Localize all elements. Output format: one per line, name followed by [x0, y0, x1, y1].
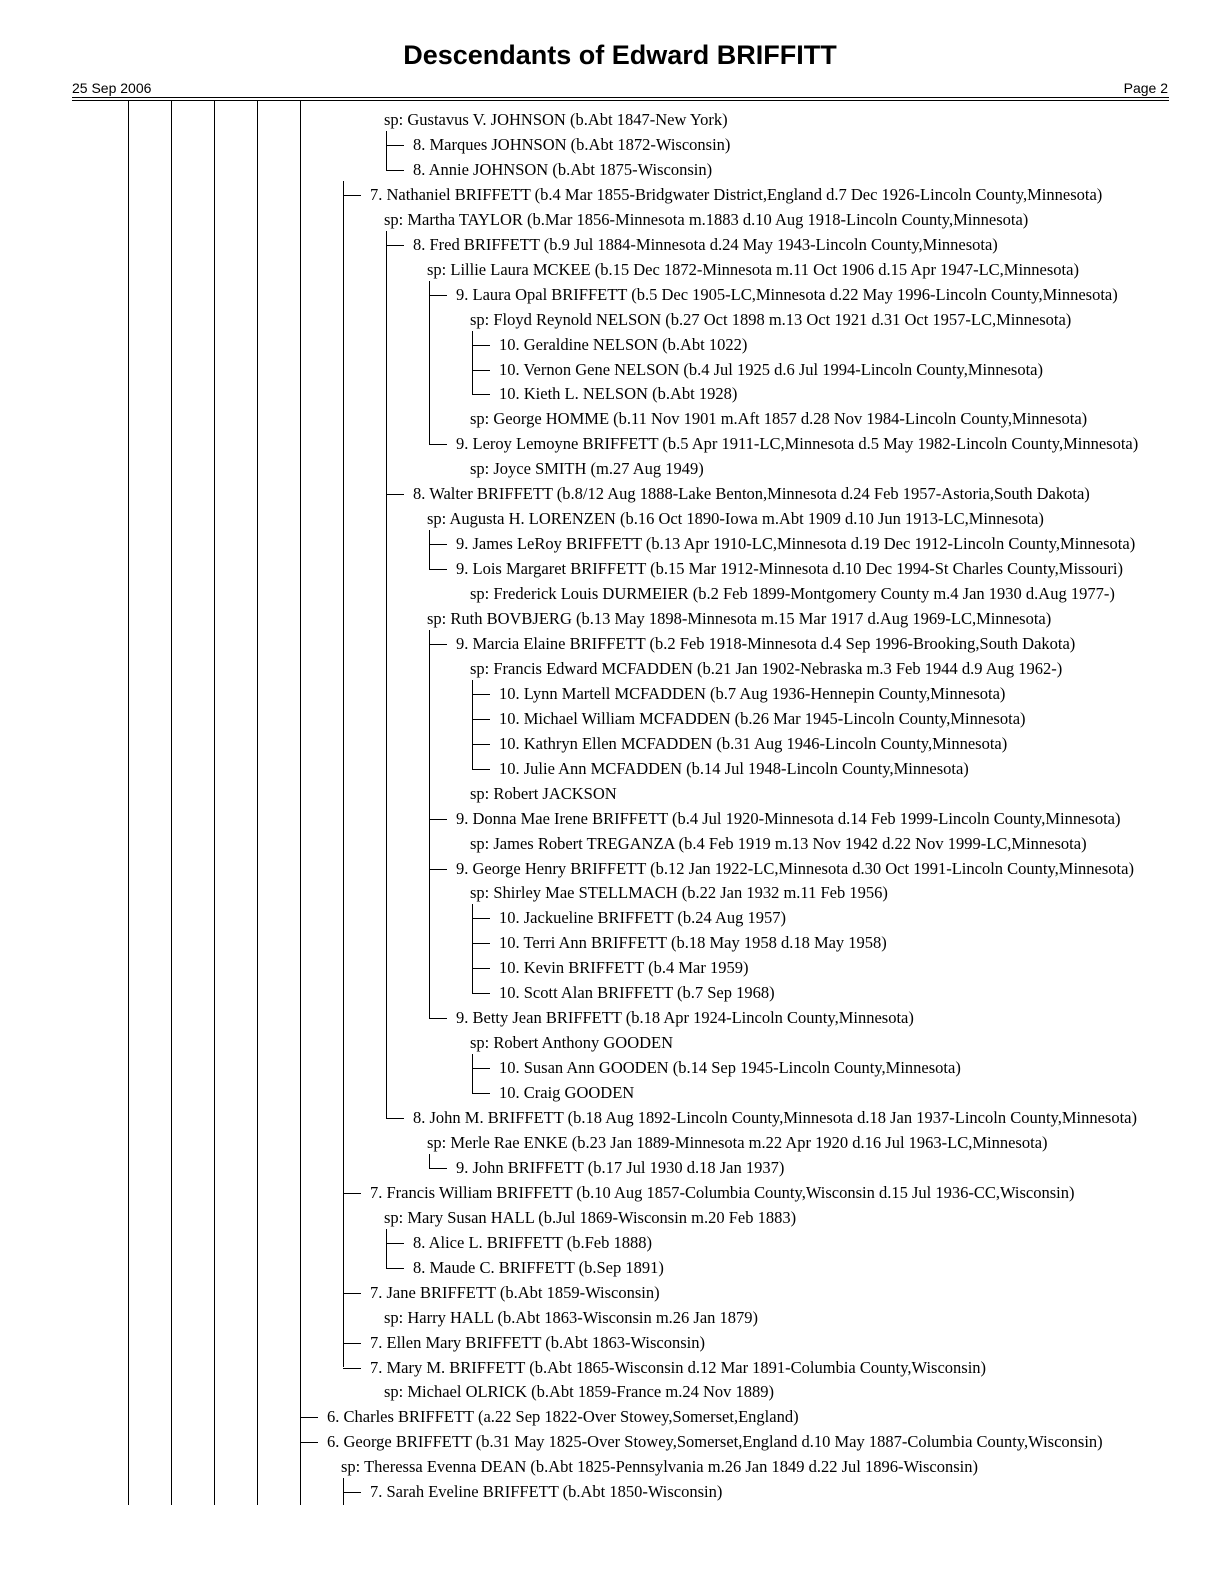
- descendant-entry: 8. Alice L. BRIFFETT (b.Feb 1888): [413, 1232, 652, 1252]
- tree-branch: [300, 1417, 318, 1418]
- tree-branch: [472, 394, 490, 395]
- tree-branch: [472, 918, 490, 919]
- spouse-entry: sp: Mary Susan HALL (b.Jul 1869-Wisconsin m.20 Feb 1883): [384, 1207, 797, 1227]
- tree-branch: [472, 694, 490, 695]
- tree-branch: [472, 345, 490, 346]
- spouse-entry: sp: Gustavus V. JOHNSON (b.Abt 1847-New York): [384, 110, 728, 129]
- tree-branch: [386, 1243, 404, 1244]
- tree-branch: [472, 1093, 490, 1094]
- descendant-entry: 10. Vernon Gene NELSON (b.4 Jul 1925 d.6 Jul 1994-Lincoln County,Minnesota): [499, 359, 1043, 379]
- descendant-entry: 6. Charles BRIFFETT (a.22 Sep 1822-Over Stowey,Somerset,England): [327, 1407, 799, 1427]
- descendant-entry: 10. Lynn Martell MCFADDEN (b.7 Aug 1936-Hennepin County,Minnesota): [499, 683, 1006, 703]
- tree-connector-level-10: [472, 1054, 473, 1093]
- tree-branch: [343, 1492, 361, 1493]
- spouse-entry: sp: Robert JACKSON: [470, 783, 617, 803]
- descendant-entry: 9. Lois Margaret BRIFFETT (b.15 Mar 1912-Minnesota d.10 Dec 1994-St Charles County,Missouri): [456, 559, 1123, 579]
- tree-branch: [300, 1442, 318, 1443]
- header-rule-bottom: [72, 100, 1169, 101]
- spouse-entry: sp: James Robert TREGANZA (b.4 Feb 1919 m.13 Nov 1942 d.22 Nov 1999-LC,Minnesota): [470, 833, 1087, 853]
- report-title: Descendants of Edward BRIFFITT: [403, 40, 837, 70]
- tree-branch: [472, 943, 490, 944]
- tree-branch: [472, 1068, 490, 1069]
- tree-branch: [472, 370, 490, 371]
- tree-connector-level-8: [386, 1229, 387, 1268]
- tree-branch: [386, 170, 404, 171]
- tree-branch: [429, 544, 447, 545]
- spouse-entry: sp: Frederick Louis DURMEIER (b.2 Feb 1899-Montgomery County m.4 Jan 1930 d.Aug 1977-): [470, 584, 1115, 604]
- tree-branch: [429, 444, 447, 445]
- descendant-entry: 10. Kathryn Ellen MCFADDEN (b.31 Aug 1946-Lincoln County,Minnesota): [499, 733, 1008, 753]
- spouse-entry: sp: George HOMME (b.11 Nov 1901 m.Aft 1857 d.28 Nov 1984-Lincoln County,Minnesota): [470, 409, 1088, 429]
- tree-branch: [429, 1018, 447, 1019]
- tree-line-level-2: [128, 100, 129, 1505]
- descendant-entry: 9. Leroy Lemoyne BRIFFETT (b.5 Apr 1911-LC,Minnesota d.5 May 1982-Lincoln County,Minnesota): [456, 434, 1139, 454]
- tree-branch: [472, 968, 490, 969]
- descendant-entry: 6. George BRIFFETT (b.31 May 1825-Over Stowey,Somerset,England d.10 May 1887-Columbia County,Wisconsin): [327, 1432, 1103, 1452]
- descendant-entry: 10. Susan Ann GOODEN (b.14 Sep 1945-Lincoln County,Minnesota): [499, 1058, 961, 1078]
- spouse-entry: sp: Harry HALL (b.Abt 1863-Wisconsin m.26 Jan 1879): [384, 1307, 759, 1327]
- tree-connector-level-9: [429, 530, 430, 569]
- descendant-entry: 9. George Henry BRIFFETT (b.12 Jan 1922-LC,Minnesota d.30 Oct 1991-Lincoln County,Minnesota): [456, 858, 1134, 878]
- tree-line-level-7-continue: [343, 1492, 344, 1505]
- descendant-entry: 9. James LeRoy BRIFFETT (b.13 Apr 1910-LC,Minnesota d.19 Dec 1912-Lincoln County,Minnesota): [456, 534, 1136, 554]
- tree-branch: [386, 145, 404, 146]
- descendant-entry: 9. Donna Mae Irene BRIFFETT (b.4 Jul 1920-Minnesota d.14 Feb 1999-Lincoln County,Minnesota): [456, 808, 1121, 828]
- descendant-entry: 9. Marcia Elaine BRIFFETT (b.2 Feb 1918-Minnesota d.4 Sep 1996-Brooking,South Dakota): [456, 633, 1076, 653]
- report-date: 25 Sep 2006: [72, 80, 152, 96]
- spouse-entry: sp: Augusta H. LORENZEN (b.16 Oct 1890-Iowa m.Abt 1909 d.10 Jun 1913-LC,Minnesota): [427, 509, 1044, 529]
- page-number: Page 2: [1123, 80, 1168, 96]
- descendant-entry: 7. Francis William BRIFFETT (b.10 Aug 1857-Columbia County,Wisconsin d.15 Jul 1936-CC,Wisconsin): [370, 1182, 1075, 1202]
- spouse-entry: sp: Francis Edward MCFADDEN (b.21 Jan 1902-Nebraska m.3 Feb 1944 d.9 Aug 1962-): [470, 658, 1063, 678]
- tree-branch: [343, 1343, 361, 1344]
- tree-branch: [386, 494, 404, 495]
- tree-line-level-3: [171, 100, 172, 1505]
- tree-connector-level-8: [386, 131, 387, 170]
- tree-line-level-5: [257, 100, 258, 1505]
- tree-connector-level-10: [472, 331, 473, 395]
- spouse-entry: sp: Michael OLRICK (b.Abt 1859-France m.24 Nov 1889): [384, 1382, 774, 1402]
- tree-branch: [429, 1168, 447, 1169]
- descendant-entry: 9. John BRIFFETT (b.17 Jul 1930 d.18 Jan 1937): [456, 1157, 785, 1177]
- descendant-entry: 7. Jane BRIFFETT (b.Abt 1859-Wisconsin): [370, 1282, 660, 1302]
- tree-connector-level-7: [343, 1478, 344, 1492]
- tree-branch: [386, 1118, 404, 1119]
- descendant-entry: 8. John M. BRIFFETT (b.18 Aug 1892-Lincoln County,Minnesota d.18 Jan 1937-Lincoln County,Minnesota): [413, 1108, 1137, 1127]
- descendant-entry: 9. Betty Jean BRIFFETT (b.18 Apr 1924-Lincoln County,Minnesota): [456, 1008, 914, 1028]
- spouse-entry: sp: Merle Rae ENKE (b.23 Jan 1889-Minnesota m.22 Apr 1920 d.16 Jul 1963-LC,Minnesota): [427, 1132, 1048, 1152]
- tree-branch: [472, 769, 490, 770]
- spouse-entry: sp: Lillie Laura MCKEE (b.15 Dec 1872-Minnesota m.11 Oct 1906 d.15 Apr 1947-LC,Minnesota): [427, 259, 1079, 279]
- tree-connector-level-9: [429, 281, 430, 445]
- descendant-entry: 10. Kevin BRIFFETT (b.4 Mar 1959): [499, 958, 749, 978]
- descendant-entry: 10. Craig GOODEN: [499, 1083, 635, 1103]
- descendant-entry: 8. Annie JOHNSON (b.Abt 1875-Wisconsin): [413, 159, 713, 179]
- tree-branch: [429, 869, 447, 870]
- tree-branch: [472, 993, 490, 994]
- tree-branch: [472, 719, 490, 720]
- spouse-entry: sp: Theressa Evenna DEAN (b.Abt 1825-Pennsylvania m.26 Jan 1849 d.22 Jul 1896-Wisconsin): [341, 1457, 978, 1477]
- header-rule-top: [72, 97, 1169, 98]
- descendant-entry: 7. Nathaniel BRIFFETT (b.4 Mar 1855-Bridgwater District,England d.7 Dec 1926-Lincoln County,Minnesota): [370, 184, 1103, 204]
- tree-branch: [386, 1268, 404, 1269]
- descendant-entry: 8. Walter BRIFFETT (b.8/12 Aug 1888-Lake Benton,Minnesota d.24 Feb 1957-Astoria,South Dakota): [413, 484, 1090, 504]
- descendant-entry: 10. Jackueline BRIFFETT (b.24 Aug 1957): [499, 908, 787, 928]
- descendant-entry: 10. Scott Alan BRIFFETT (b.7 Sep 1968): [499, 983, 775, 1003]
- descendant-entry: 10. Geraldine NELSON (b.Abt 1022): [499, 334, 748, 354]
- tree-line-level-6-continue: [300, 100, 301, 1505]
- descendant-entry: 7. Mary M. BRIFFETT (b.Abt 1865-Wisconsin d.12 Mar 1891-Columbia County,Wisconsin): [370, 1357, 987, 1377]
- spouse-entry: sp: Shirley Mae STELLMACH (b.22 Jan 1932 m.11 Feb 1956): [470, 883, 888, 903]
- tree-connector-level-7: [343, 181, 344, 1368]
- tree-branch: [386, 245, 404, 246]
- spouse-entry: sp: Ruth BOVBJERG (b.13 May 1898-Minnesota m.15 Mar 1917 d.Aug 1969-LC,Minnesota): [427, 609, 1052, 628]
- spouse-entry: sp: Joyce SMITH (m.27 Aug 1949): [470, 459, 704, 479]
- descendant-entry: 8. Fred BRIFFETT (b.9 Jul 1884-Minnesota d.24 May 1943-Lincoln County,Minnesota): [413, 234, 998, 254]
- descendant-entry: 10. Julie Ann MCFADDEN (b.14 Jul 1948-Lincoln County,Minnesota): [499, 758, 969, 778]
- tree-line-level-4: [214, 100, 215, 1505]
- tree-connector-level-9: [429, 630, 430, 1018]
- descendant-entry: 7. Ellen Mary BRIFFETT (b.Abt 1863-Wisconsin): [370, 1332, 705, 1352]
- tree-branch: [472, 744, 490, 745]
- descendant-entry: 9. Laura Opal BRIFFETT (b.5 Dec 1905-LC,Minnesota d.22 May 1996-Lincoln County,Minnesota): [456, 284, 1118, 304]
- descendant-entry: 8. Maude C. BRIFFETT (b.Sep 1891): [413, 1257, 664, 1277]
- tree-branch: [343, 1368, 361, 1369]
- spouse-entry: sp: Martha TAYLOR (b.Mar 1856-Minnesota m.1883 d.10 Aug 1918-Lincoln County,Minnesota): [384, 209, 1029, 229]
- tree-connector-level-8: [386, 231, 387, 1118]
- tree-branch: [429, 295, 447, 296]
- tree-branch: [343, 1193, 361, 1194]
- tree-branch: [343, 1293, 361, 1294]
- spouse-entry: sp: Floyd Reynold NELSON (b.27 Oct 1898 m.13 Oct 1921 d.31 Oct 1957-LC,Minnesota): [470, 309, 1072, 329]
- tree-branch: [343, 195, 361, 196]
- descendant-entry: 10. Michael William MCFADDEN (b.26 Mar 1945-Lincoln County,Minnesota): [499, 708, 1026, 728]
- tree-branch: [429, 644, 447, 645]
- descendant-entry: 10. Terri Ann BRIFFETT (b.18 May 1958 d.18 May 1958): [499, 933, 887, 953]
- descendant-entry: 10. Kieth L. NELSON (b.Abt 1928): [499, 384, 738, 404]
- tree-branch: [429, 819, 447, 820]
- descendant-entry: 7. Sarah Eveline BRIFFETT (b.Abt 1850-Wisconsin): [370, 1482, 723, 1502]
- descendant-entry: 8. Marques JOHNSON (b.Abt 1872-Wisconsin): [413, 134, 731, 154]
- tree-branch: [429, 569, 447, 570]
- spouse-entry: sp: Robert Anthony GOODEN: [470, 1033, 674, 1053]
- tree-connector-level-9: [429, 1154, 430, 1168]
